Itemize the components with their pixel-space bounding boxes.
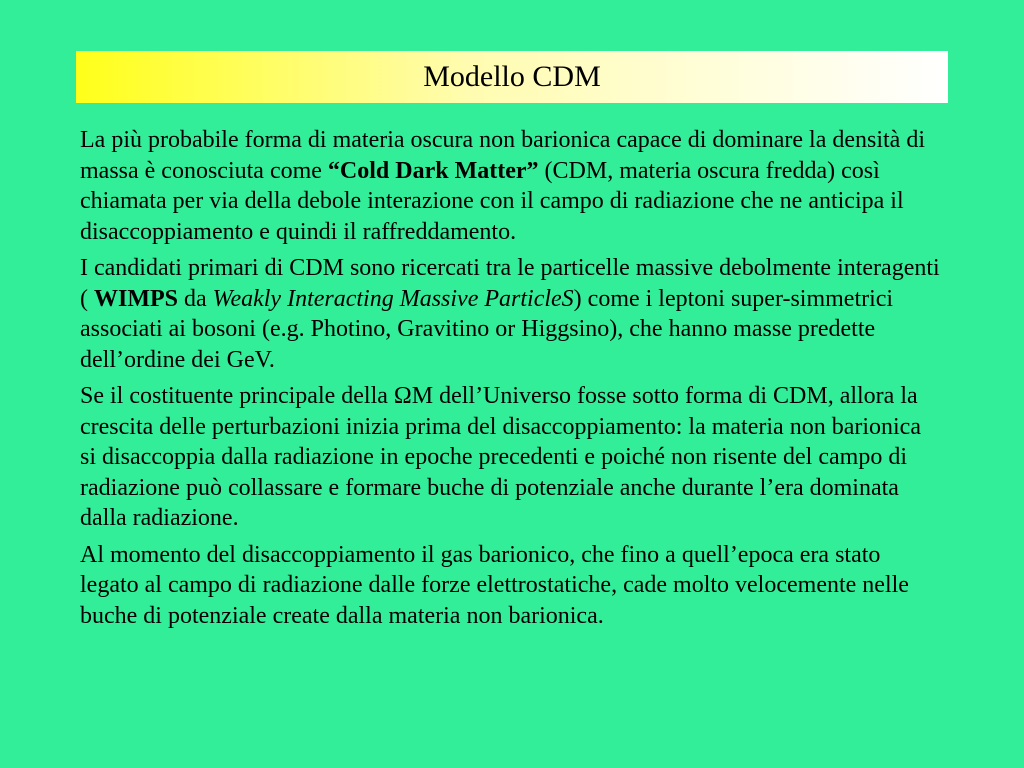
wimps-expansion: Weakly Interacting Massive ParticleS xyxy=(212,285,574,312)
paragraph-text: La più probabile forma di materia oscura non barionica capace di dominare la densità di massa è conosciuta come xyxy=(80,127,925,184)
cold-dark-matter-term: “Cold Dark Matter” xyxy=(327,157,539,184)
paragraph-text: ) come i leptoni super-simmetrici associati ai bosoni (e.g. Photino, Gravitino or Higgsino), che hanno masse predette dell’ordine dei GeV. xyxy=(80,285,894,373)
wimps-term: WIMPS xyxy=(94,285,178,312)
paragraph-perturbations xyxy=(80,381,940,534)
paragraph-text: I candidati primari di CDM sono ricercati tra le particelle massive debolmente interagenti ( xyxy=(80,255,940,312)
slide-title: Modello CDM xyxy=(423,60,601,93)
paragraph-text: Se il costituente principale della ΩM dell’Universo fosse sotto forma di CDM, allora la crescita delle perturbazioni inizia prima del disaccoppiamento: la materia non barionica si disaccoppia dalla radiazione in epoche precedenti e poiché non risente del campo di radiazione può collassare e formare buche di potenziale anche durante l’era dominata dalla radiazione. xyxy=(80,383,921,531)
slide-title-bar xyxy=(76,51,948,103)
slide-body xyxy=(80,125,940,637)
paragraph-text: Al momento del disaccoppiamento il gas barionico, che fino a quell’epoca era stato legato al campo di radiazione dalle forze elettrostatiche, cade molto velocemente nelle buche di potenziale create dalla materia non barionica. xyxy=(80,541,909,629)
paragraph-text: (CDM, materia oscura fredda) così chiamata per via della debole interazione con il campo di radiazione che ne anticipa il disaccoppiamento e quindi il raffreddamento. xyxy=(80,157,904,245)
paragraph-text: da xyxy=(178,285,213,312)
paragraph-cdm-definition xyxy=(80,125,940,247)
paragraph-wimps xyxy=(80,253,940,375)
paragraph-baryonic-gas xyxy=(80,540,940,632)
